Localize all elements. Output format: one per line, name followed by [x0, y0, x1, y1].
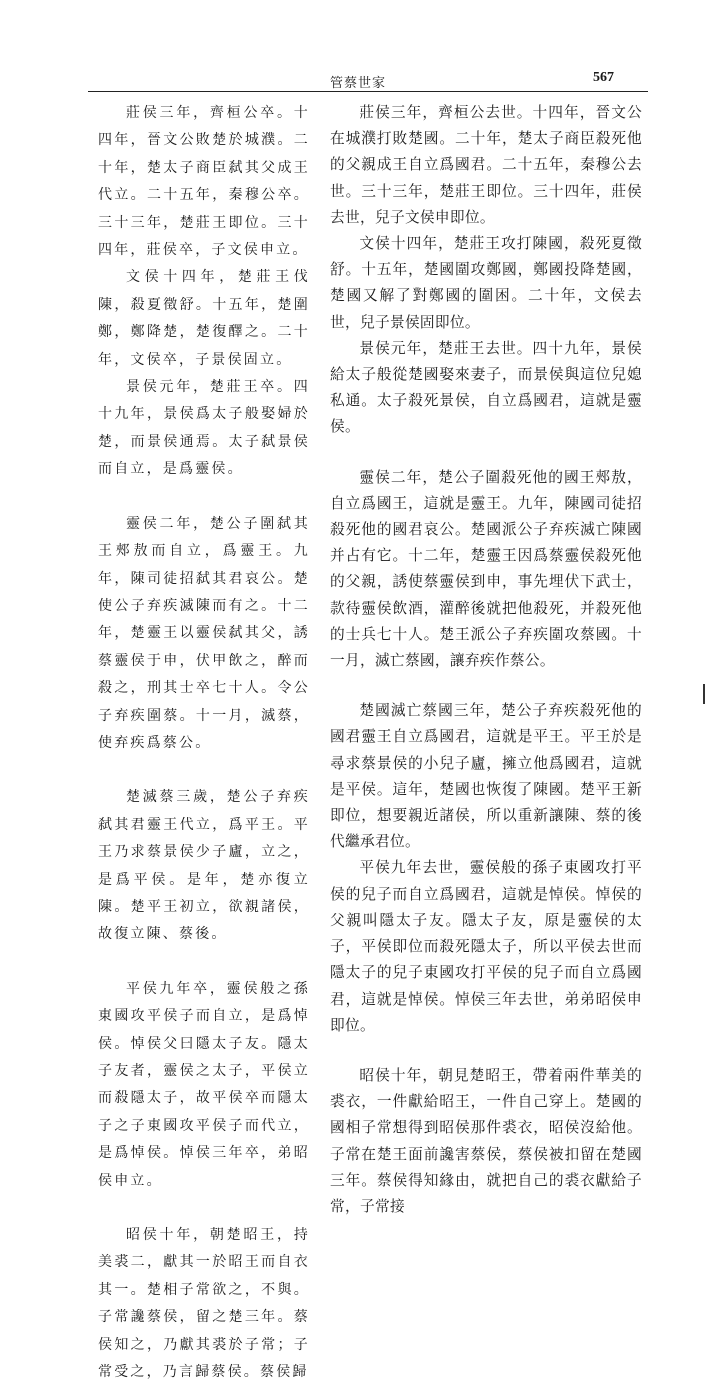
paragraph-gap — [98, 1195, 310, 1222]
page-header — [0, 70, 716, 92]
original-paragraph: 昭侯十年，朝楚昭王，持美裘二，獻其一於昭王而自衣其一。楚相子常欲之，不與。子常讒蔡侯，留之楚三年。蔡侯知之，乃獻其裘於子常；子常受之，乃言歸蔡侯。蔡侯歸 — [98, 1227, 310, 1381]
paragraph-gap — [98, 949, 310, 976]
translation-paragraph: 昭侯十年，朝見楚昭王，帶着兩件華美的裘衣，一件獻給昭王，一件自己穿上。楚國的國相子常想得到昭侯那件裘衣，昭侯沒給他。子常在楚王面前讒害蔡侯，蔡侯被扣留在楚國三年。蔡侯得知緣由，就把自己的裘衣獻給子常，子常接 — [330, 1066, 642, 1215]
original-paragraph: 靈侯二年，楚公子圍弑其王郟敖而自立，爲靈王。九年，陳司徒招弑其君哀公。楚使公子弃疾滅陳而有之。十二年，楚靈王以靈侯弑其父，誘蔡靈侯于申，伏甲飲之，醉而殺之，刑其士卒七十人。令公子弃疾圍蔡。十一月，滅蔡，使弃疾爲蔡公。 — [98, 515, 310, 751]
paragraph-gap — [330, 1039, 642, 1063]
header-rule — [88, 91, 648, 92]
original-paragraph: 平侯九年卒，靈侯般之孫東國攻平侯子而自立，是爲悼侯。悼侯父曰隱太子友。隱太子友者，靈侯之太子，平侯立而殺隱太子，故平侯卒而隱太子之子東國攻平侯子而代立，是爲悼侯。悼侯三年卒，弟昭侯申立。 — [98, 980, 310, 1189]
translation-text-column — [330, 100, 642, 1220]
translation-paragraph: 文侯十四年，楚莊王攻打陳國，殺死夏徵舒。十五年，楚國圍攻鄭國，鄭國投降楚國，楚國又解了對鄭國的圍困。二十年，文侯去世，兒子景侯固即位。 — [330, 235, 642, 331]
page-number: 567 — [593, 70, 614, 85]
original-text-column — [98, 100, 310, 1386]
original-paragraph: 莊侯三年，齊桓公卒。十四年，晉文公敗楚於城濮。二十年，楚太子商臣弑其父成王代立。二十五年，秦穆公卒。三十三年，楚莊王即位。三十四年，莊侯卒，子文侯申立。 — [98, 105, 310, 259]
paragraph-gap — [330, 441, 642, 465]
original-paragraph: 文侯十四年，楚莊王伐陳，殺夏徵舒。十五年，楚圍鄭，鄭降楚，楚復醳之。二十年，文侯卒，子景侯固立。 — [98, 269, 310, 368]
translation-paragraph: 楚國滅亡蔡國三年，楚公子弃疾殺死他的國君靈王自立爲國君，這就是平王。平王於是尋求蔡景侯的小兒子廬，擁立他爲國君，這就是平侯。這年，楚國也恢復了陳國。楚平王新即位，想要親近諸侯，所以重新讓陳、蔡的後代繼承君位。 — [330, 702, 642, 851]
margin-mark — [703, 684, 705, 704]
paragraph-gap — [98, 484, 310, 511]
original-paragraph: 楚滅蔡三歲，楚公子弃疾弑其君靈王代立，爲平王。平王乃求蔡景侯少子廬，立之，是爲平侯。是年，楚亦復立陳。楚平王初立，欲親諸侯，故復立陳、蔡後。 — [98, 789, 310, 943]
translation-paragraph: 靈侯二年，楚公子圍殺死他的國王郟敖，自立爲國王，這就是靈王。九年，陳國司徒招殺死他的國君哀公。楚國派公子弃疾滅亡陳國并占有它。十二年，楚靈王因爲蔡靈侯殺死他的父親，誘使蔡靈侯到申，事先埋伏下武士，款待靈侯飲酒，灌醉後就把他殺死，并殺死他的士兵七十人。楚王派公子弃疾圍攻蔡國。十一月，滅亡蔡國，讓弃疾作蔡公。 — [330, 468, 642, 670]
paragraph-gap — [98, 757, 310, 784]
translation-paragraph: 平侯九年去世，靈侯般的孫子東國攻打平侯的兒子而自立爲國君，這就是悼侯。悼侯的父親叫隱太子友。隱太子友，原是靈侯的太子，平侯即位而殺死隱太子，所以平侯去世而隱太子的兒子東國攻打平侯的兒子而自立爲國君，這就是悼侯。悼侯三年去世，弟弟昭侯申即位。 — [330, 859, 642, 1034]
translation-paragraph: 莊侯三年，齊桓公去世。十四年，晉文公在城濮打敗楚國。二十年，楚太子商臣殺死他的父親成王自立爲國君。二十五年，秦穆公去世。三十三年，楚莊王即位。三十四年，莊侯去世，兒子文侯申即位。 — [330, 104, 642, 226]
paragraph-gap — [330, 674, 642, 698]
original-paragraph: 景侯元年，楚莊王卒。四十九年，景侯爲太子般娶婦於楚，而景侯通焉。太子弑景侯而自立，是爲靈侯。 — [98, 379, 310, 478]
running-title: 管蔡世家 — [329, 76, 386, 91]
translation-paragraph: 景侯元年，楚莊王去世。四十九年，景侯給太子般從楚國娶來妻子，而景侯與這位兒媳私通。太子殺死景侯，自立爲國君，這就是靈侯。 — [330, 339, 642, 436]
